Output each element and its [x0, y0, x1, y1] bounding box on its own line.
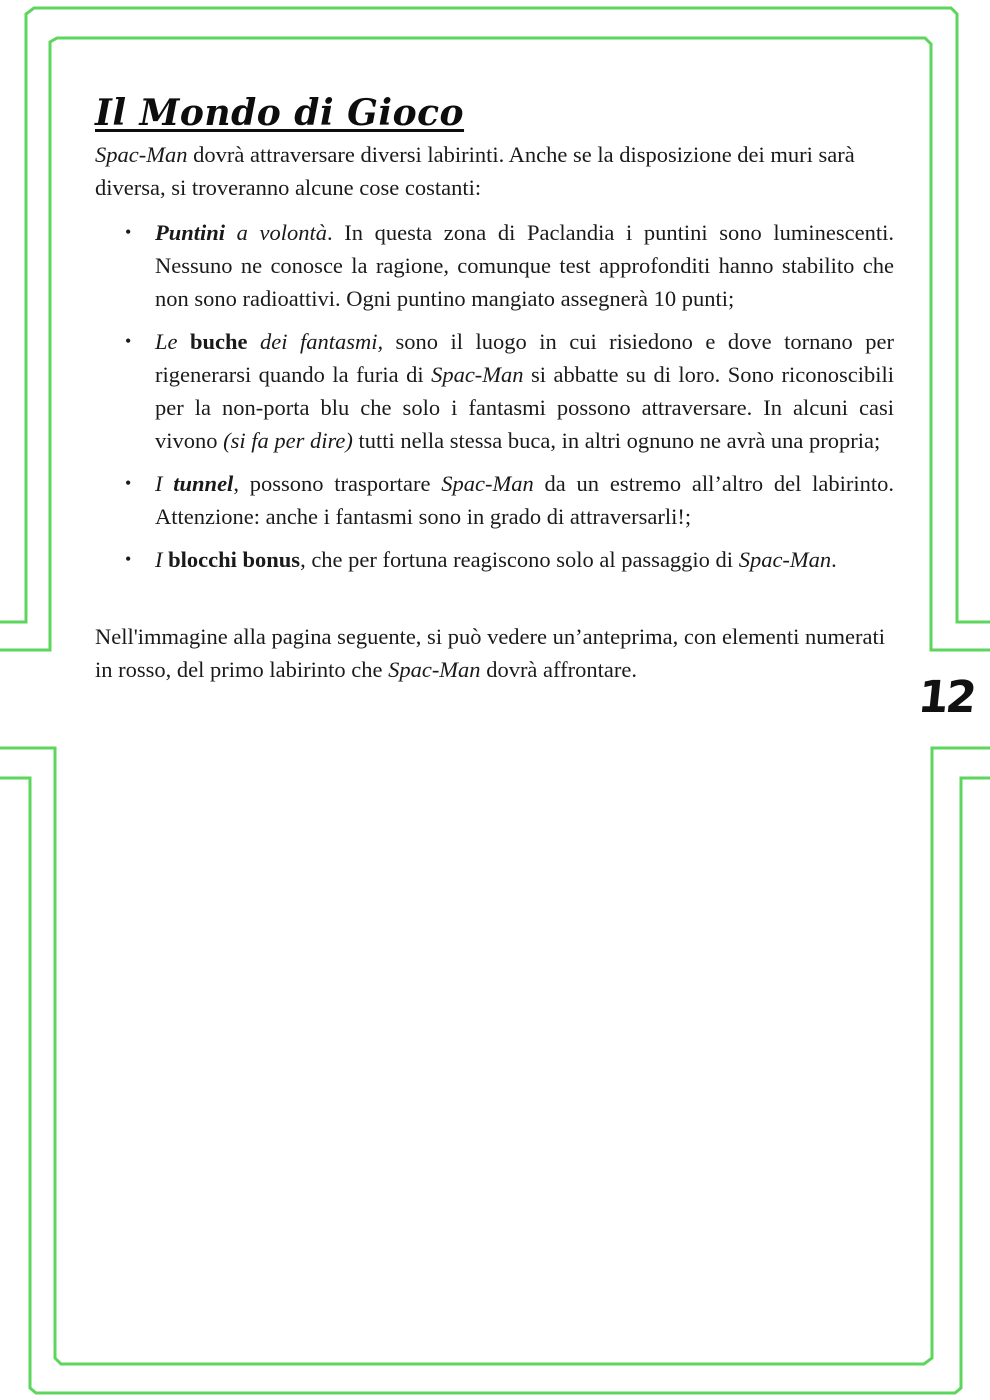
page-number: 12: [915, 671, 977, 723]
item-name: Spac-Man: [441, 471, 534, 496]
intro-text: dovrà attraversare diversi labirinti. Anche se la disposizione dei muri sarà diversa, si troveranno alcune cose costanti:: [95, 142, 855, 200]
item-text-b: .: [831, 547, 837, 572]
outro-name: Spac-Man: [388, 657, 481, 682]
list-item-blocchi: [155, 543, 894, 576]
item-name: Spac-Man: [431, 362, 524, 387]
item-text-b: si abbatte su di loro. Sono riconoscibili per la non-porta blu che solo i fantasmi possono attraversare. In alcuni casi vivono: [155, 362, 894, 453]
list-item-buche: [155, 325, 894, 457]
page-content: [95, 92, 894, 686]
item-post: dei fantasmi,: [247, 329, 384, 354]
item-aside: (si fa per dire): [223, 428, 353, 453]
frame-inner-left-bottom: [0, 748, 990, 1364]
item-lead: Puntini: [155, 220, 226, 245]
intro-name: Spac-Man: [95, 142, 188, 167]
constants-list: [95, 216, 894, 576]
item-text-a: , che per fortuna reagiscono solo al passaggio di: [300, 547, 739, 572]
item-text-b: da un estremo all’altro del labirinto. Attenzione: anche i fantasmi sono in grado di attraversarli!;: [155, 471, 894, 529]
item-strong: blocchi bonus: [168, 547, 301, 572]
item-text: . In questa zona di Paclandia i puntini sono luminescenti. Nessuno ne conosce la ragione, comunque test approfonditi hanno stabilito che non sono radioattivi. Ogni puntino mangiato assegnerà 10 punti;: [155, 220, 894, 311]
item-name: Spac-Man: [738, 547, 832, 572]
page-title: Il Mondo di Gioco: [95, 92, 465, 134]
list-item-puntini: [155, 216, 894, 315]
item-pre: I: [155, 547, 169, 572]
item-lead-rest: a volontà: [225, 220, 328, 245]
list-item-tunnel: [155, 467, 894, 533]
item-text-c: tutti nella stessa buca, in altri ognuno ne avrà una propria;: [352, 428, 881, 453]
item-strong: tunnel: [173, 471, 234, 496]
item-text-a: sono il luogo in cui risiedono e dove tornano per rigenerarsi quando la furia di: [155, 329, 895, 387]
intro-paragraph: [95, 138, 894, 204]
item-text-a: , possono trasportare: [233, 471, 442, 496]
item-pre: I: [155, 471, 174, 496]
outro-text-a: Nell'immagine alla pagina seguente, si può vedere un’anteprima, con elementi numerati in rosso, del primo labirinto che: [95, 624, 886, 682]
outro-text-b: dovrà affrontare.: [480, 657, 637, 682]
frame-outer-left-bottom: [0, 778, 990, 1393]
outro-paragraph: [95, 620, 894, 686]
item-strong: buche: [189, 329, 248, 354]
item-pre: Le: [155, 329, 190, 354]
